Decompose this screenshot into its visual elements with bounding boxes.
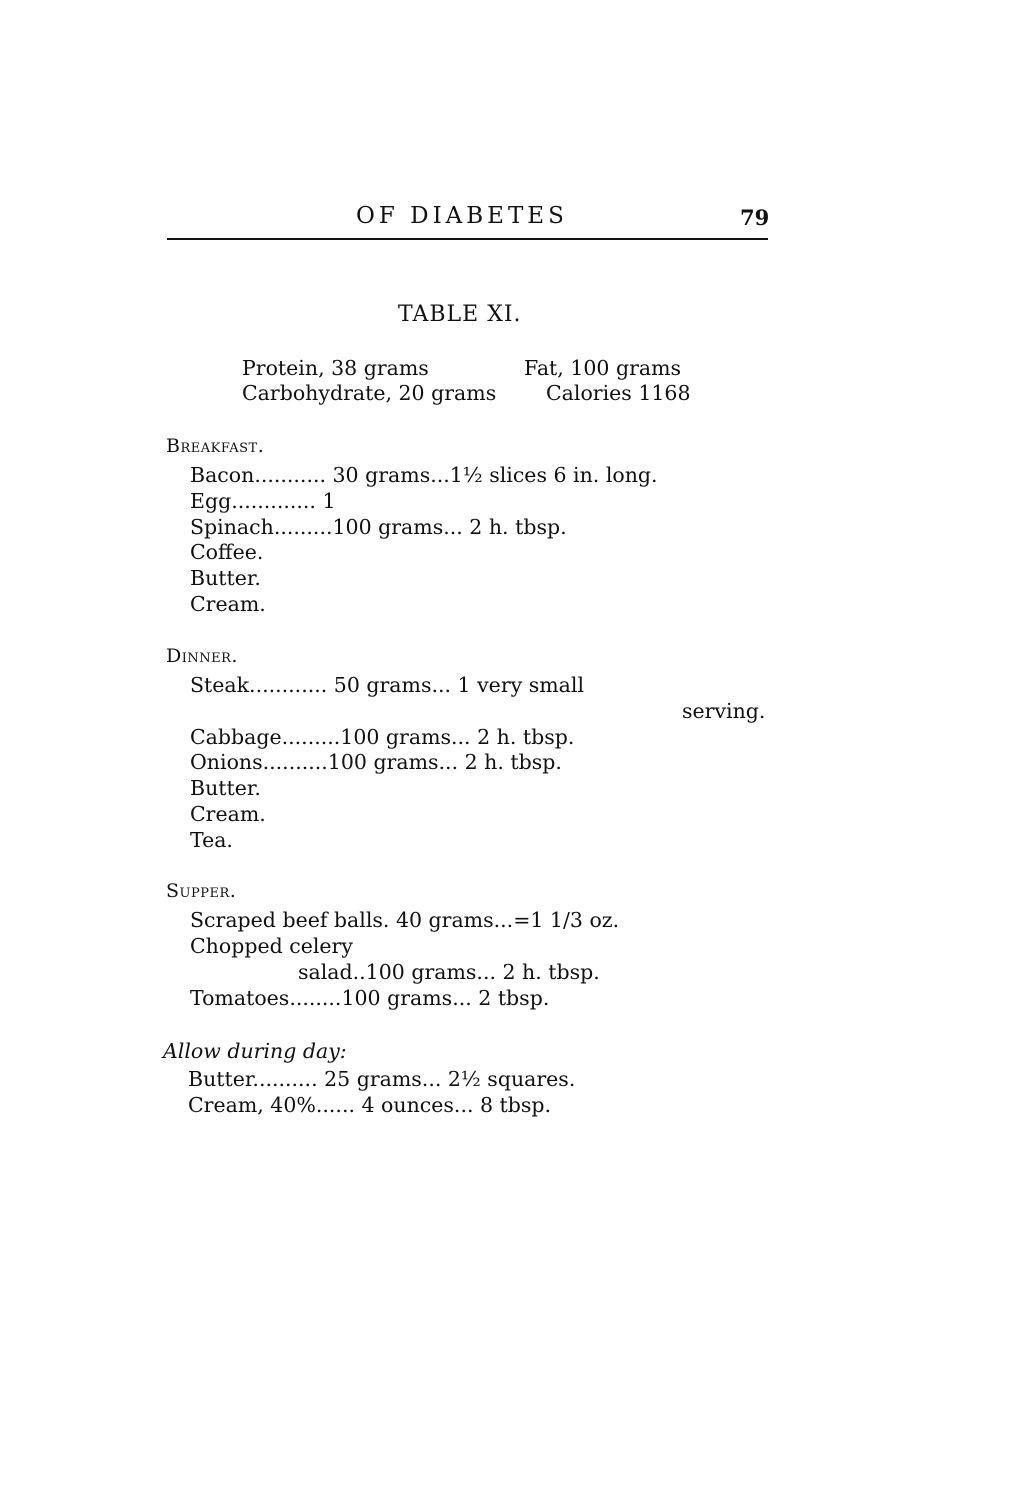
allow-line-cream: Cream, 40%...... 4 ounces... 8 tbsp.	[188, 1093, 552, 1117]
breakfast-line-bacon: Bacon........... 30 grams...1½ slices 6 in. long.	[190, 463, 658, 487]
dinner-line-steak: Steak............ 50 grams... 1 very small	[190, 673, 585, 697]
supper-line-tomatoes: Tomatoes........100 grams... 2 tbsp.	[190, 986, 550, 1010]
table-title: TABLE XI.	[398, 302, 522, 327]
supper-heading: Supper.	[166, 880, 237, 902]
breakfast-line-egg: Egg............. 1	[190, 489, 336, 513]
dinner-line-cream: Cream.	[190, 802, 266, 826]
supper-line-beef-balls: Scraped beef balls. 40 grams...=1 1/3 oz.	[190, 908, 620, 932]
dinner-line-butter: Butter.	[190, 776, 261, 800]
running-title: OF DIABETES	[356, 203, 568, 229]
dinner-line-cabbage: Cabbage.........100 grams... 2 h. tbsp.	[190, 725, 575, 749]
dinner-line-onions: Onions..........100 grams... 2 h. tbsp.	[190, 750, 562, 774]
header-rule	[167, 238, 768, 240]
summary-carbohydrate: Carbohydrate, 20 grams	[242, 381, 497, 405]
dinner-heading: Dinner.	[166, 645, 238, 667]
breakfast-line-butter: Butter.	[190, 566, 261, 590]
breakfast-line-coffee: Coffee.	[190, 540, 264, 564]
supper-line-chopped-celery: Chopped celery	[190, 934, 353, 958]
summary-calories: Calories 1168	[546, 381, 691, 405]
summary-protein: Protein, 38 grams	[242, 356, 429, 380]
breakfast-line-spinach: Spinach.........100 grams... 2 h. tbsp.	[190, 515, 567, 539]
breakfast-heading: Breakfast.	[166, 435, 265, 457]
dinner-line-serving: serving.	[682, 699, 766, 723]
allow-line-butter: Butter.......... 25 grams... 2½ squares.	[188, 1067, 576, 1091]
dinner-line-tea: Tea.	[190, 828, 233, 852]
page-number: 79	[740, 205, 770, 230]
allow-heading: Allow during day:	[163, 1039, 347, 1063]
breakfast-line-cream: Cream.	[190, 592, 266, 616]
supper-line-salad: salad..100 grams... 2 h. tbsp.	[298, 960, 600, 984]
summary-fat: Fat, 100 grams	[524, 356, 682, 380]
